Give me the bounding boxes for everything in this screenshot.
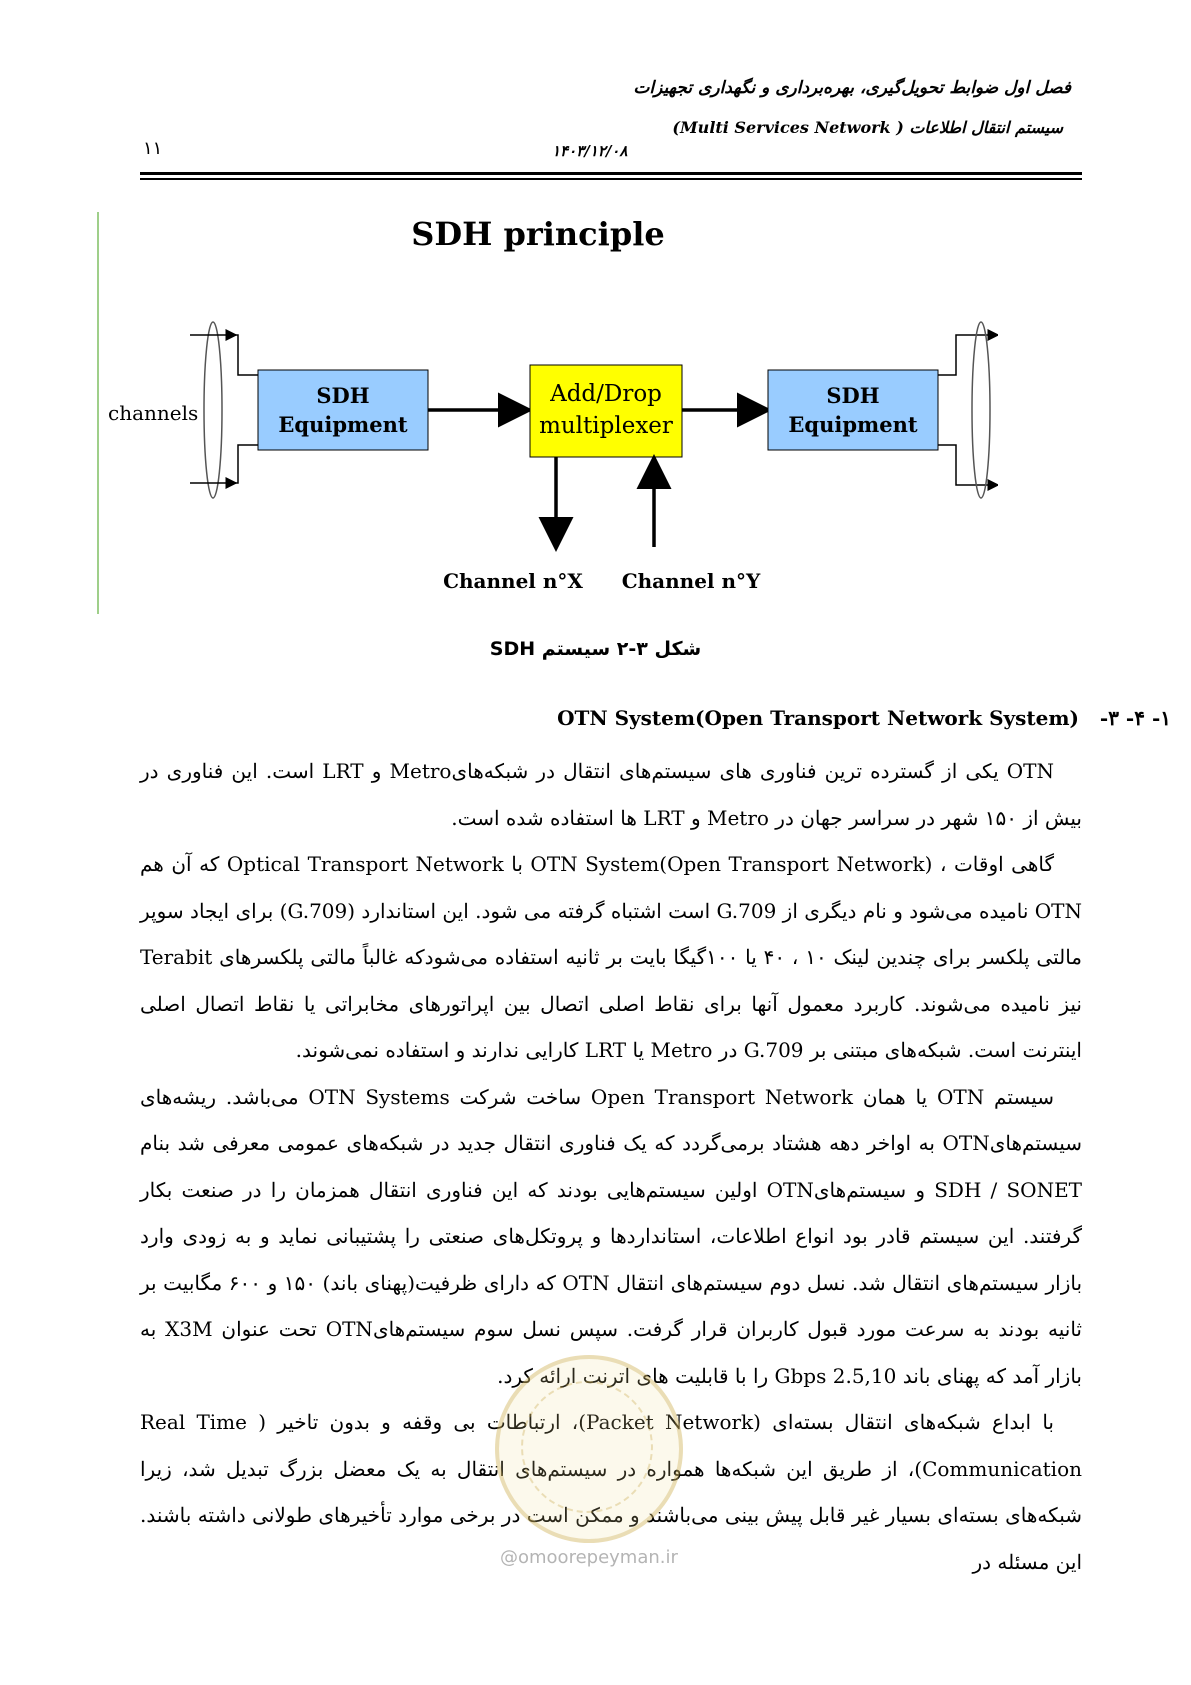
left-box-line1: SDH [316,383,370,408]
drop-label: Channel n°X [443,569,583,593]
watermark-seal-inner [521,1381,653,1513]
right-box-line1: SDH [826,383,880,408]
sdh-diagram [98,205,998,605]
watermark-seal [495,1355,683,1543]
header-date: ۱۴۰۳/۱۲/۰۸ [552,142,628,160]
header-system: سیستم انتقال اطلاعات ( Multi Services Network) [672,118,1063,137]
section-number: ۱- ۴- ۳- [1099,706,1171,730]
paragraph-2: گاهی اوقات ، OTN System(Open Transport Network) با Optical Transport Network که آن هم OTN نامیده می‌شود و نام دیگری از G.709 است اشتباه گرفته می شود. این استاندارد (G.709) برای ایجاد سوپر مالتی پلکسر برای چندین لینک ۱۰ ، ۴۰ یا ۱۰۰گیگا بایت بر ثانیه استفاده می‌شودکه غالباً مالتی پلکسرهای Terabit نیز نامیده می‌شوند. کاربرد معمول آنها برای نقاط اصلی اتصال بین اپراتورهای مخابراتی یا نقاط اتصال اصلی اینترنت است. شبکه‌های مبتنی بر G.709 در Metro یا LRT کارایی ندارند و استفاده نمی‌شوند. [140,852,1083,1062]
header-rule [140,172,1082,175]
adm-line1: Add/Drop [550,381,662,407]
left-sdh-box [258,370,428,450]
header-rule-thin [140,178,1082,180]
add-label: Channel n°Y [621,569,761,593]
adm-box [530,365,682,457]
section-title: OTN System(Open Transport Network System) [557,706,1080,730]
paragraph-3: سیستم OTN یا همان Open Transport Network ساخت شرکت OTN Systems می‌باشد. ریشه‌های سیستم‌هایOTN به اواخر دهه هشتاد برمی‌گردد که یک فناوری انتقال جدید در شبکه‌های عمومی معرفی شد بنام SDH / SONET و سیستم‌هایOTN اولین سیستم‌هایی بودند که این فناوری انتقال همزمان را در صنعت بکار گرفتند. این سیستم قادر بود انواع اطلاعات، استانداردها و پروتکل‌های صنعتی را پشتیبانی نماید و به زودی وارد بازار سیستم‌های انتقال شد. نسل دوم سیستم‌های انتقال OTN که دارای ظرفیت(پهنای باند) ۱۵۰ و ۶۰۰ مگابیت بر ثانیه بودند به سرعت مورد قبول کاربران قرار گرفت. سپس نسل سوم سیستم‌هایOTN تحت عنوان X3M به بازار آمد که پهنای باند 2.5,10 Gbps را با قابلیت های اترنت ارائه کرد. [140,1084,1083,1388]
diagram-title: SDH principle [411,215,665,253]
paragraph-1: OTN یکی از گسترده ترین فناوری های سیستم‌های انتقال در شبکه‌هایMetro و LRT است. این فناوری در بیش از ۱۵۰ شهر در سراسر جهان در Metro و LRT ها استفاده شده است. [140,759,1082,830]
left-box-line2: Equipment [278,412,408,437]
header-chapter: فصل اول ضوابط تحویل‌گیری، بهره‌برداری و نگهداری تجهیزات [633,78,1071,98]
left-channel-lines [190,322,258,498]
figure-caption: شکل ۳-۲ سیستم SDH [489,638,702,660]
page-number: ۱۱ [143,138,163,159]
paragraph-4: با ابداع شبکه‌های انتقال بسته‌ای (Packet Network)، ارتباطات بی وقفه و بدون تاخیر ( Real Time Communication)، از طریق این شبکه‌ها همواره در سیستم‌های انتقال به یک معضل بزرگ تبدیل شد، زیرا شبکه‌های بسته‌ای بسیار غیر قابل پیش بینی می‌باشند و ممکن است در برخی موارد تأخیرهای طولانی داشته باشند. این مسئله در [140,1410,1082,1574]
section-heading [557,706,1171,730]
channels-label: channels [108,401,199,425]
right-channel-lines [938,322,998,498]
right-sdh-box [768,370,938,450]
adm-line2: multiplexer [539,413,673,439]
watermark-text: @omoorepeyman.ir [500,1547,678,1568]
right-box-line2: Equipment [788,412,918,437]
